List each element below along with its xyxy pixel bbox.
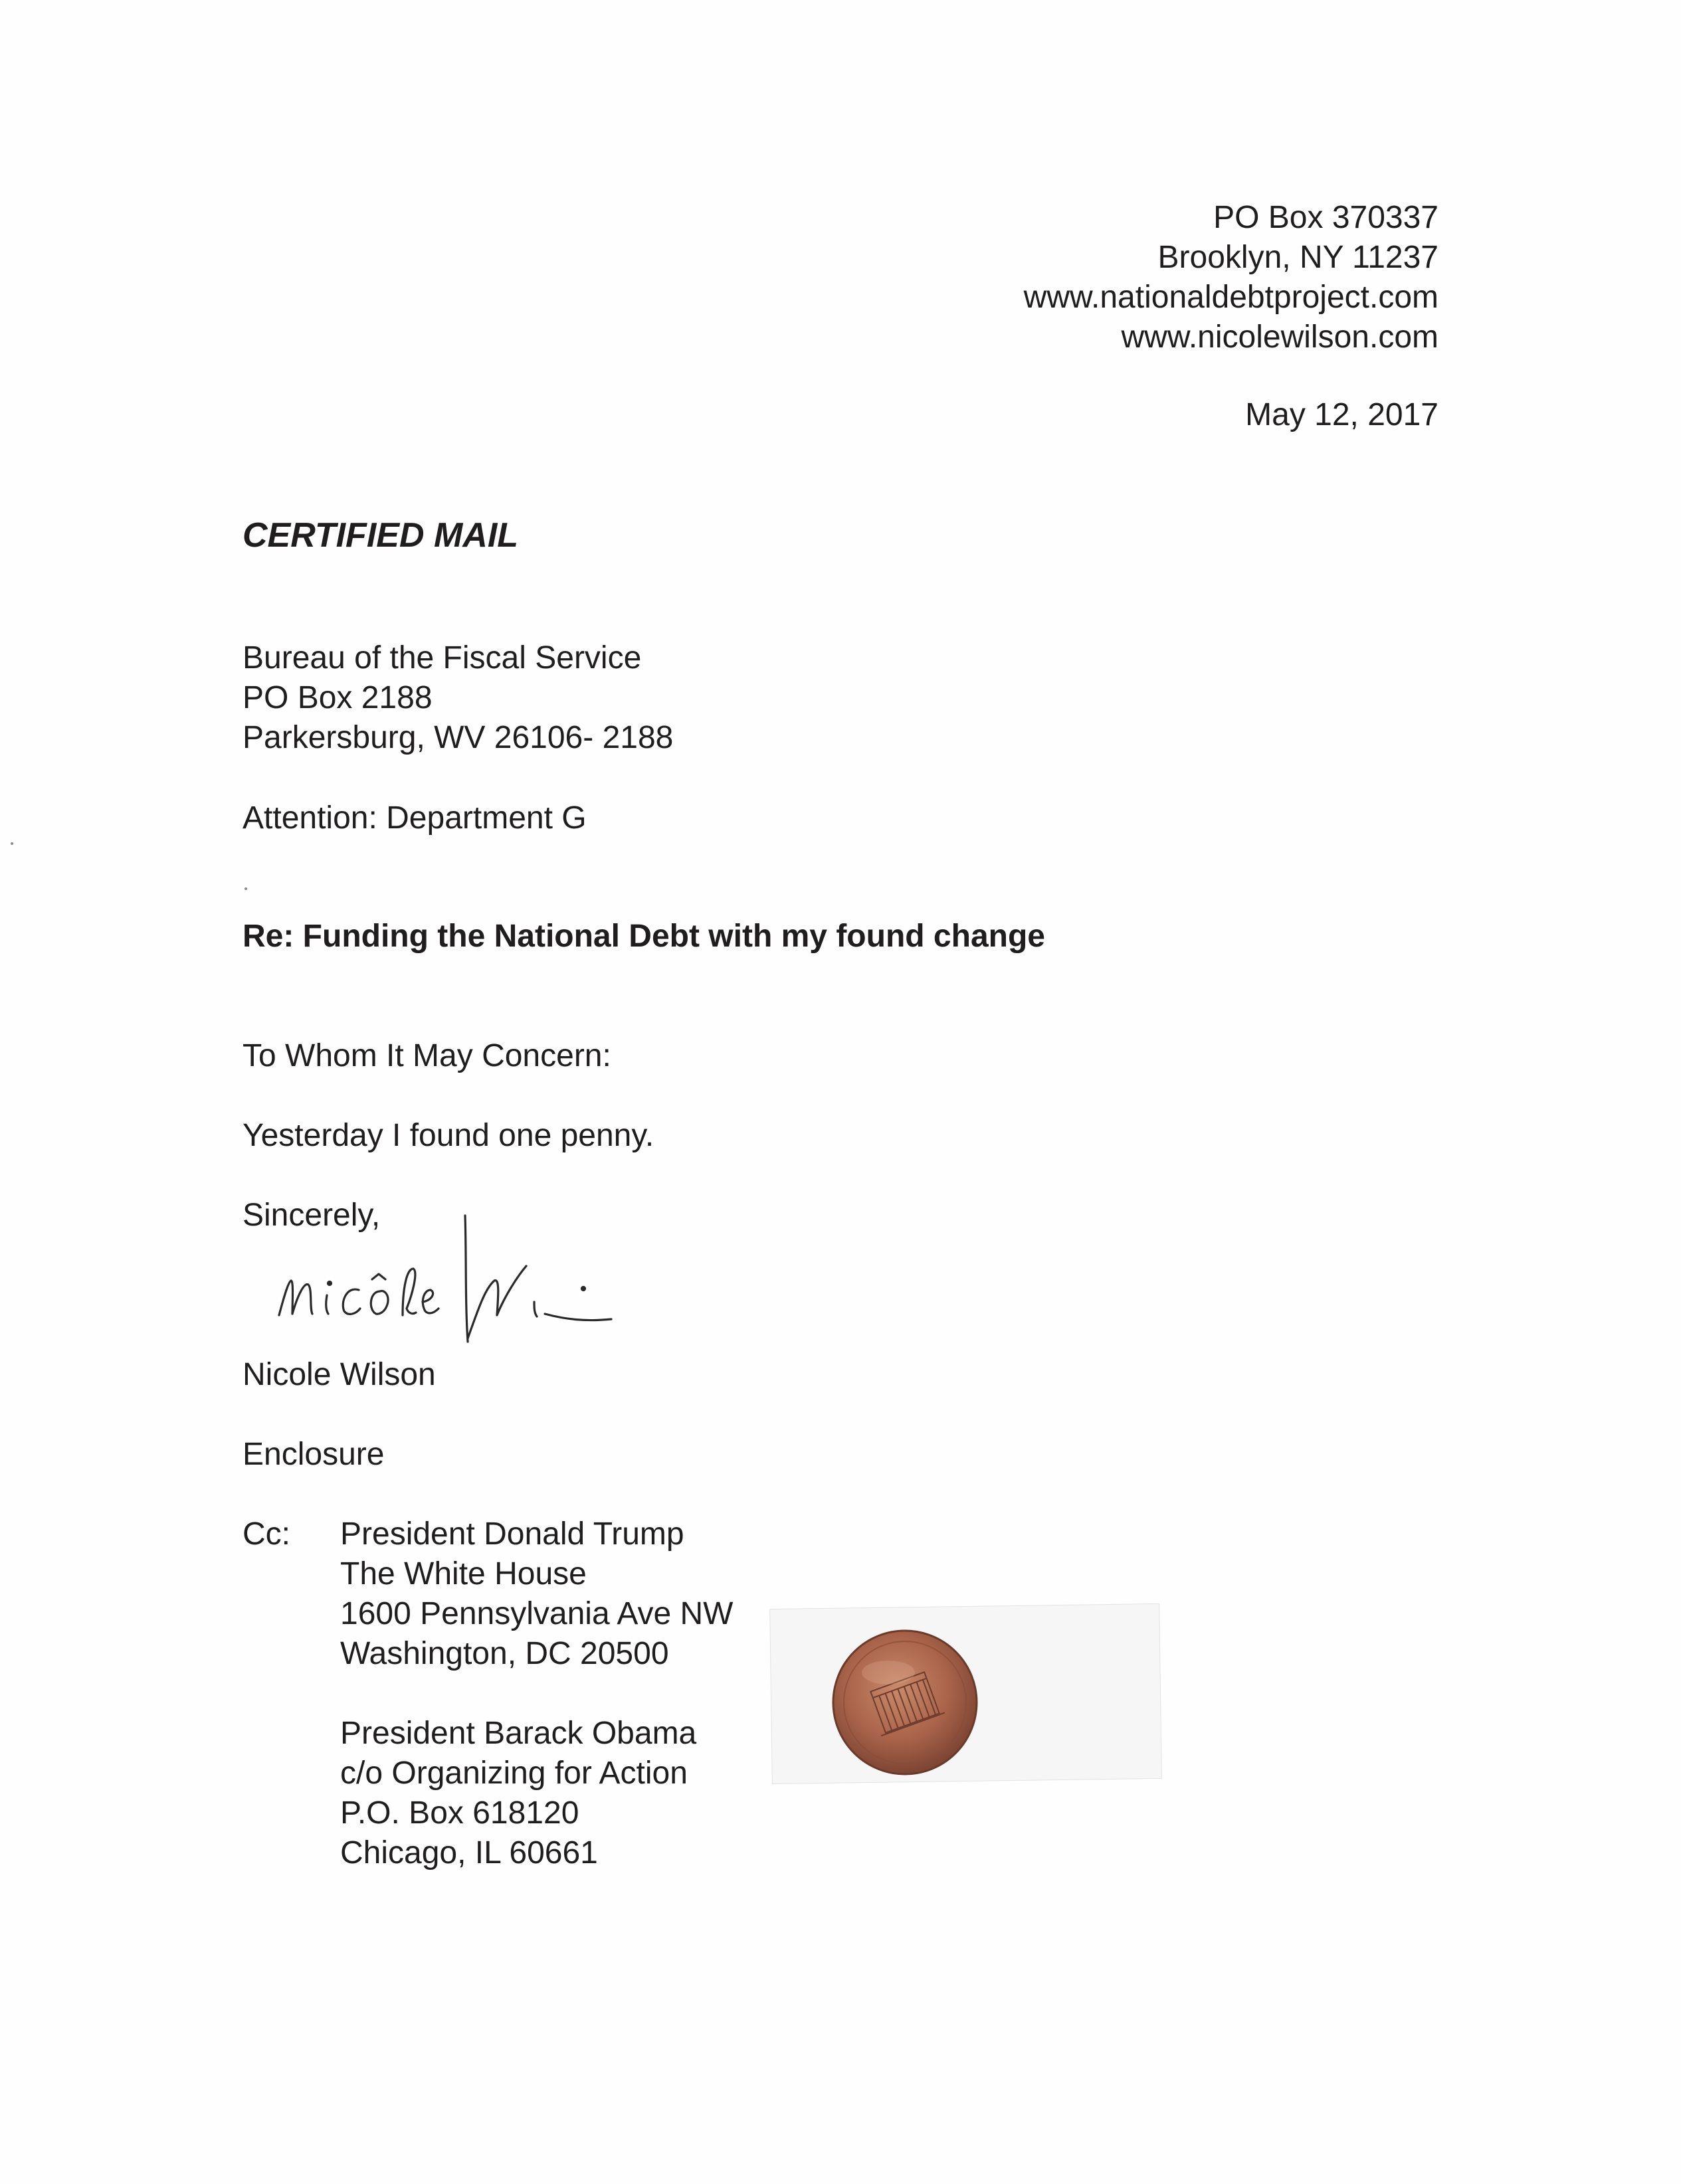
cc-recipient-2-line-2: c/o Organizing for Action <box>340 1756 688 1791</box>
cc-recipients <box>340 1514 733 1873</box>
sender-city-line: Brooklyn, NY 11237 <box>1157 240 1438 275</box>
cc-spacer <box>340 1674 733 1714</box>
sender-website-2: www.nicolewilson.com <box>1121 319 1438 355</box>
sender-po-box: PO Box 370337 <box>1213 200 1438 235</box>
cc-label: Cc: <box>243 1516 290 1552</box>
subject-line: Re: Funding the National Debt with my found change <box>243 919 1045 954</box>
cc-recipient-1-line-3: 1600 Pennsylvania Ave NW <box>340 1596 734 1631</box>
recipient-address <box>243 638 673 758</box>
penny-coin <box>829 1626 981 1779</box>
recipient-name: Bureau of the Fiscal Service <box>243 640 642 676</box>
scan-speck <box>245 887 247 890</box>
sender-website-1: www.nationaldebtproject.com <box>1023 280 1438 315</box>
recipient-city-line: Parkersburg, WV 26106- 2188 <box>243 720 674 755</box>
signer-name: Nicole Wilson <box>243 1357 436 1392</box>
salutation: To Whom It May Concern: <box>243 1038 611 1073</box>
attention-line: Attention: Department G <box>243 800 587 836</box>
cc-recipient-2-line-4: Chicago, IL 60661 <box>340 1835 598 1870</box>
closing: Sincerely, <box>243 1198 381 1233</box>
enclosure-note: Enclosure <box>243 1437 385 1472</box>
mail-type-heading: CERTIFIED MAIL <box>243 516 519 555</box>
recipient-po-box: PO Box 2188 <box>243 680 433 715</box>
cc-recipient-2-line-1: President Barack Obama <box>340 1716 697 1751</box>
cc-recipient-1-line-4: Washington, DC 20500 <box>340 1636 669 1671</box>
cc-recipient-1-line-1: President Donald Trump <box>340 1516 684 1552</box>
scan-speck <box>11 842 13 845</box>
letter-date: May 12, 2017 <box>1245 397 1438 432</box>
sender-address <box>1024 198 1438 357</box>
handwritten-signature <box>266 1202 664 1355</box>
letter-body: Yesterday I found one penny. <box>243 1118 654 1153</box>
cc-recipient-1-line-2: The White House <box>340 1556 587 1592</box>
cc-recipient-2-line-3: P.O. Box 618120 <box>340 1795 579 1831</box>
